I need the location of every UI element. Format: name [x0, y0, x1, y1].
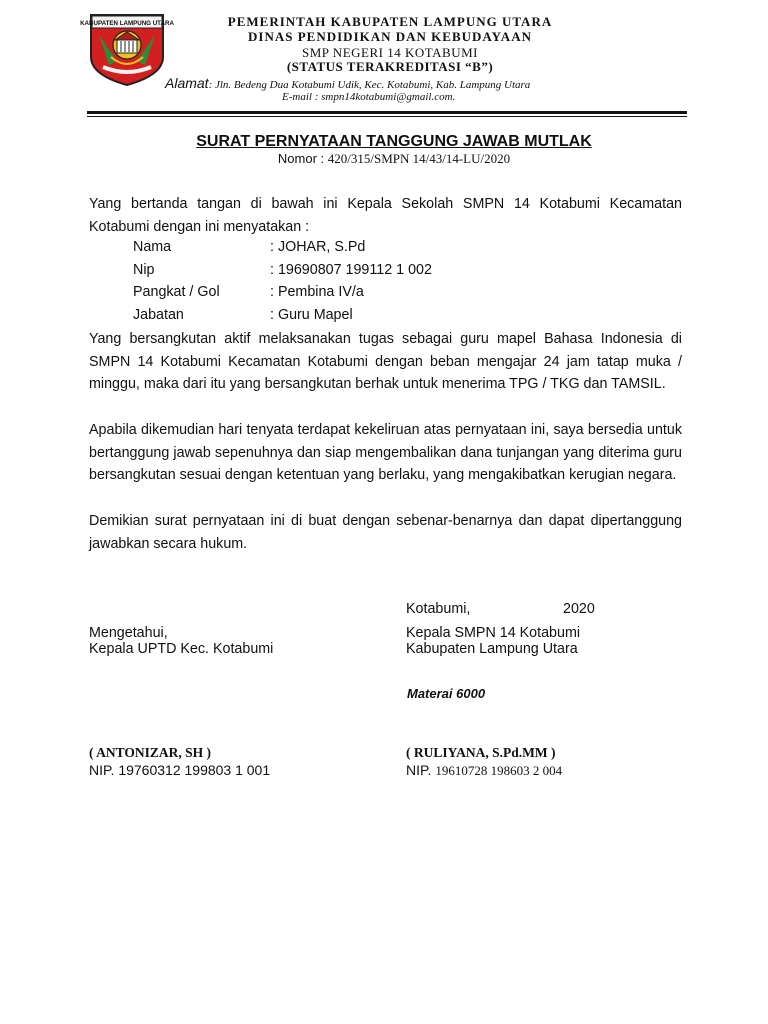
regency-logo: [80, 13, 174, 87]
field-value-jabatan: : Guru Mapel: [270, 307, 353, 323]
left-signatory-block: [89, 625, 273, 657]
stamp-duty-note: Materai 6000: [407, 686, 486, 701]
field-label-jabatan: Jabatan: [133, 307, 184, 323]
right-signatory-nip: [406, 762, 562, 779]
right-nip-value: 19610728 198603 2 004: [435, 763, 563, 778]
right-signatory-line1: Kepala SMPN 14 Kotabumi: [406, 625, 581, 641]
field-value-pangkat: : Pembina IV/a: [270, 284, 364, 300]
field-label-nama: Nama: [133, 239, 172, 255]
field-label-nip: Nip: [133, 262, 155, 278]
left-signatory-line1: Mengetahui,: [89, 625, 168, 641]
field-label-pangkat: Pangkat / Gol: [133, 284, 220, 300]
field-value-nama: : JOHAR, S.Pd: [270, 239, 366, 255]
closing-paragraph: Demikian surat pernyataan ini di buat dengan sebenar-benarnya dan dapat dipertanggung jawabkan secara hukum.: [89, 513, 682, 552]
kop-school: SMP NEGERI 14 KOTABUMI: [302, 45, 478, 60]
kop-government: PEMERINTAH KABUPATEN LAMPUNG UTARA: [227, 14, 553, 29]
right-signatory-name: ( RULIYANA, S.Pd.MM ): [406, 745, 556, 760]
right-signatory-line2: Kabupaten Lampung Utara: [406, 641, 578, 657]
right-nip-label: NIP.: [406, 762, 436, 778]
logo-text: KABUPATEN LAMPUNG UTARA: [80, 20, 174, 27]
liability-paragraph: Apabila dikemudian hari tenyata terdapat kekeliruan atas pernyataan ini, saya bersedia untuk bertanggung jawab sepenuhnya dan siap mengembalikan dana tunjangan yang diterima guru bersangkutan sesuai dengan ketentuan yang berlaku, yang mengakibatkan kerugian negara.: [89, 422, 682, 484]
duty-paragraph: Yang bersangkutan aktif melaksanakan tugas sebagai guru mapel Bahasa Indonesia di SMPN 14 Kotabumi Kecamatan Kotabumi dengan beban mengajar 24 jam tatap muka / minggu, maka dari itu yang bersangkutan berhak untuk menerima TPG / TKG dan TAMSIL.: [89, 331, 682, 393]
field-value-nip: : 19690807 199112 1 002: [270, 262, 432, 278]
address-label: Alamat: [165, 75, 209, 91]
signing-place: Kotabumi,: [406, 601, 471, 617]
document-number-value: 420/315/SMPN 14/43/14-LU/2020: [327, 151, 511, 166]
letterhead-divider: [87, 111, 687, 114]
document-title: SURAT PERNYATAAN TANGGUNG JAWAB MUTLAK: [196, 133, 592, 150]
left-signatory-nip: NIP. 19760312 199803 1 001: [89, 762, 271, 778]
document-number-label: Nomor :: [277, 151, 328, 166]
document-number: [90, 151, 698, 167]
address-text: : Jln. Bedeng Dua Kotabumi Udik, Kec. Kotabumi, Kab. Lampung Utara: [208, 79, 531, 91]
kop-address: [165, 75, 625, 91]
kop-department: DINAS PENDIDIKAN DAN KEBUDAYAAN: [248, 29, 532, 44]
left-signatory-name: ( ANTONIZAR, SH ): [89, 745, 212, 760]
kop-accreditation: (STATUS TERAKREDITASI “B”): [286, 59, 494, 74]
signing-year: 2020: [563, 601, 595, 617]
left-signatory-line2: Kepala UPTD Kec. Kotabumi: [89, 641, 274, 657]
intro-paragraph: Yang bertanda tangan di bawah ini Kepala Sekolah SMPN 14 Kotabumi Kecamatan Kotabumi dengan ini menyatakan :: [89, 196, 682, 235]
right-signatory-block: [406, 625, 580, 657]
letterhead-divider-thin: [87, 116, 687, 117]
kop-email: E-mail : smpn14kotabumi@gmail.com.: [282, 91, 456, 103]
